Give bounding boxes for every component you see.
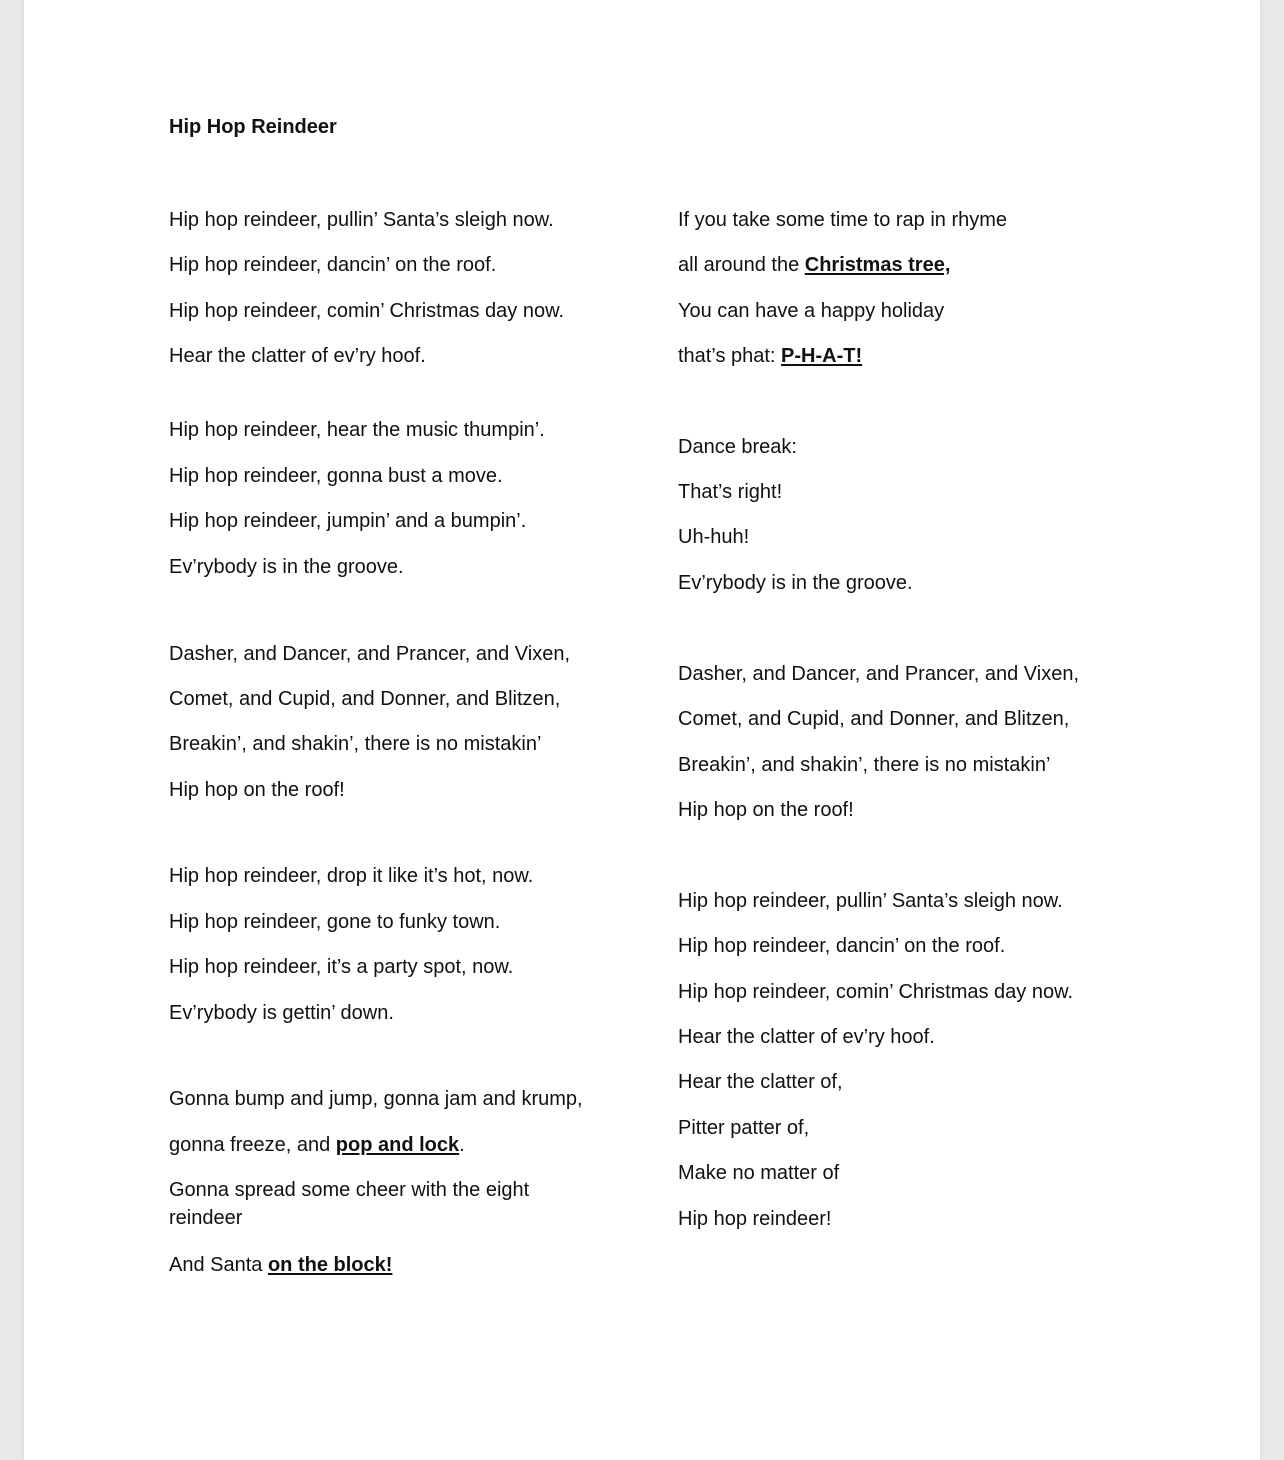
lyric-line: Hip hop reindeer, pullin’ Santa’s sleigh now. [169, 209, 554, 231]
lyric-line: Ev’rybody is in the groove. [169, 556, 404, 578]
lyric-line: Hip hop reindeer, gonna bust a move. [169, 465, 503, 487]
lyric-line: Hip hop reindeer, jumpin’ and a bumpin’. [169, 510, 527, 532]
lyric-line-with-emphasis: that’s phat: P-H-A-T! [678, 345, 863, 367]
lyric-line: Hip hop on the roof! [169, 779, 345, 801]
lyric-line: Hip hop reindeer, hear the music thumpin’. [169, 419, 545, 441]
lyric-line: You can have a happy holiday [678, 300, 945, 322]
emphasis-phat: P-H-A-T! [781, 345, 863, 367]
lyric-line: Hip hop reindeer, comin’ Christmas day now. [169, 300, 564, 322]
lyric-line: Hip hop reindeer, drop it like it’s hot, now. [169, 865, 534, 887]
lyric-line: Dance break: [678, 436, 797, 458]
lyric-line: Hip hop reindeer, it’s a party spot, now. [169, 956, 514, 978]
lyric-line: Dasher, and Dancer, and Prancer, and Vixen, [678, 663, 1080, 685]
lyric-line: Make no matter of [678, 1162, 840, 1184]
lyric-line: Gonna bump and jump, gonna jam and krump, [169, 1088, 583, 1110]
lyric-line: Hip hop reindeer, gone to funky town. [169, 911, 501, 933]
lyric-line: Uh-huh! [678, 526, 750, 548]
lyric-line-with-emphasis: And Santa on the block! [169, 1254, 393, 1276]
lyric-line: Hip hop reindeer, pullin’ Santa’s sleigh now. [678, 890, 1063, 912]
lyric-line: Ev’rybody is gettin’ down. [169, 1002, 394, 1024]
emphasis-christmas-tree: Christmas tree, [804, 254, 951, 276]
lyric-line: Gonna spread some cheer with the eight [169, 1179, 530, 1201]
document-page [24, 0, 1260, 1460]
lyric-line: Hip hop reindeer, dancin’ on the roof. [678, 935, 1006, 957]
lyric-line: That’s right! [678, 481, 783, 503]
document-title: Hip Hop Reindeer [169, 116, 337, 138]
lyric-line: Comet, and Cupid, and Donner, and Blitzen, [169, 688, 561, 710]
lyric-line: Comet, and Cupid, and Donner, and Blitzen, [678, 708, 1070, 730]
lyric-line: Hip hop reindeer, dancin’ on the roof. [169, 254, 497, 276]
lyric-line: Hear the clatter of, [678, 1071, 843, 1093]
lyric-line-wrap: reindeer [169, 1207, 243, 1229]
lyric-line-with-emphasis: gonna freeze, and pop and lock. [169, 1134, 465, 1156]
lyric-line: Breakin’, and shakin’, there is no mistakin’ [678, 754, 1051, 776]
lyric-line: Hip hop reindeer, comin’ Christmas day now. [678, 981, 1073, 1003]
emphasis-on-the-block: on the block! [267, 1254, 393, 1276]
lyric-line: Breakin’, and shakin’, there is no mistakin’ [169, 733, 542, 755]
lyric-line: Hear the clatter of ev’ry hoof. [169, 345, 426, 367]
lyric-line: Hear the clatter of ev’ry hoof. [678, 1026, 935, 1048]
lyric-line: If you take some time to rap in rhyme [678, 209, 1008, 231]
lyric-line: Hip hop reindeer! [678, 1208, 832, 1230]
lyric-line: Ev’rybody is in the groove. [678, 572, 913, 594]
lyric-line: Hip hop on the roof! [678, 799, 854, 821]
emphasis-pop-and-lock: pop and lock [335, 1134, 460, 1156]
lyric-line: Pitter patter of, [678, 1117, 810, 1139]
lyric-line: Dasher, and Dancer, and Prancer, and Vixen, [169, 643, 571, 665]
lyric-line-with-emphasis: all around the Christmas tree, [678, 254, 951, 276]
